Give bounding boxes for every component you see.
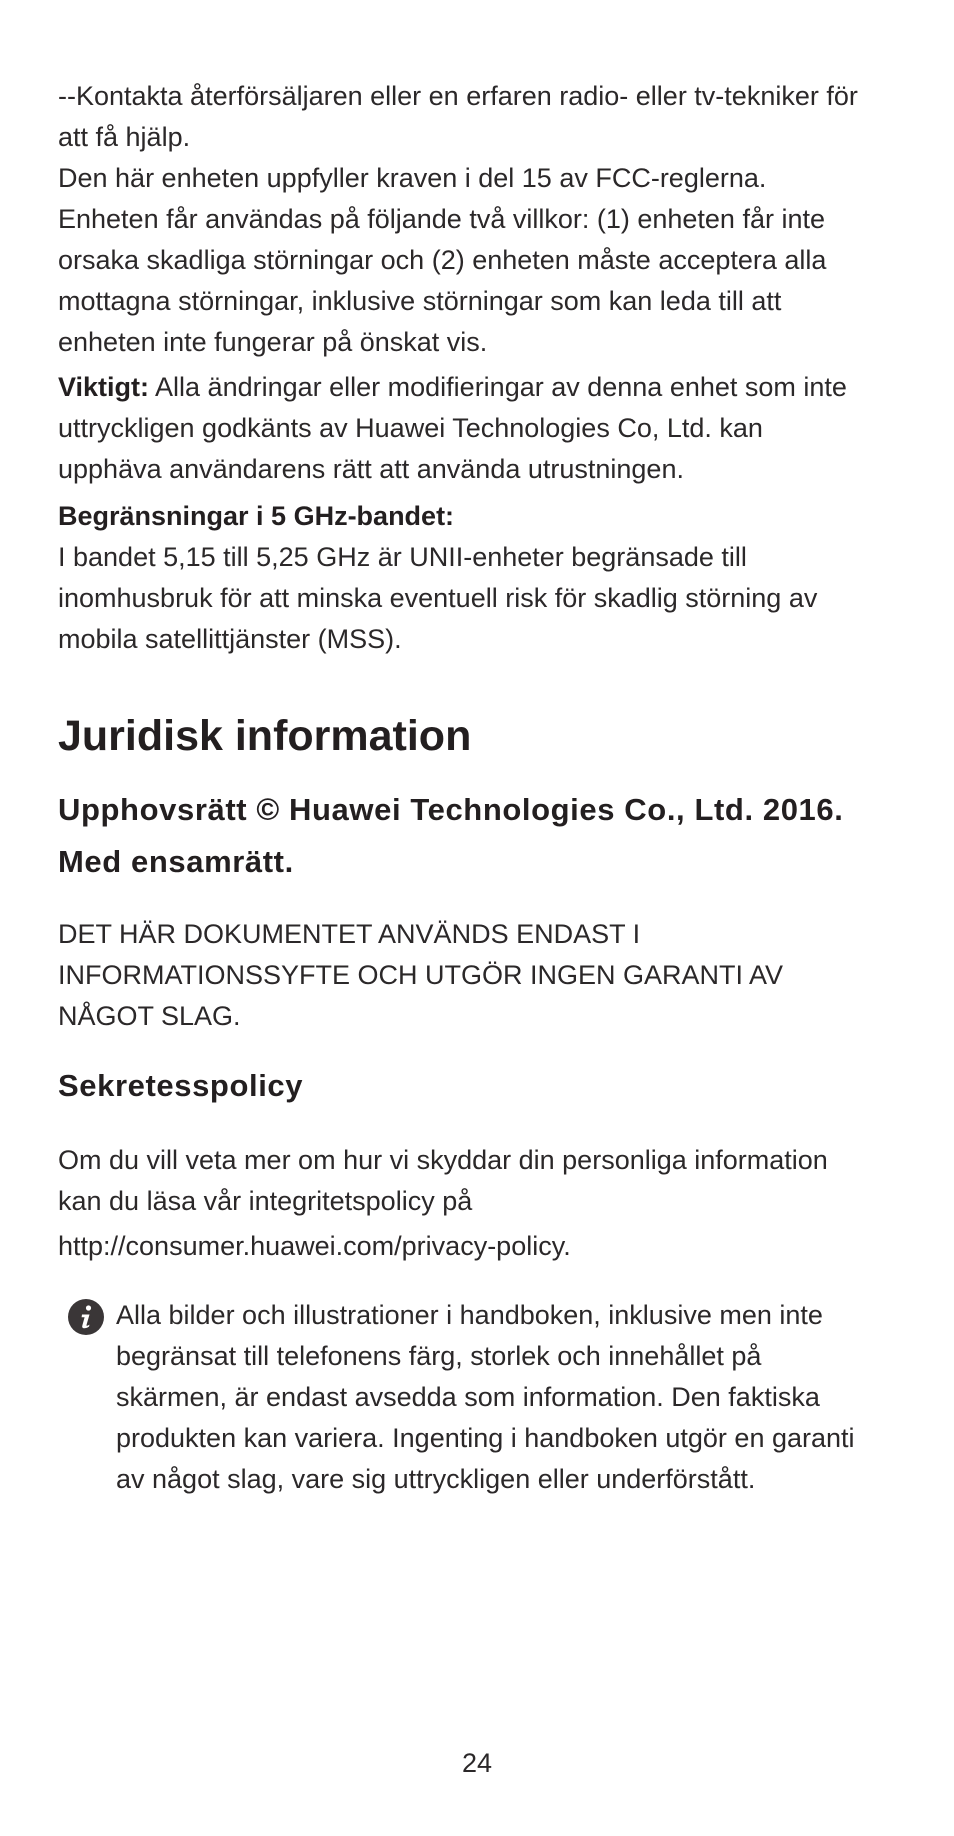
section-title: Juridisk information bbox=[58, 712, 472, 760]
copyright-heading: Upphovsrätt © Huawei Technologies Co., Ltd. 2016. Med ensamrätt. bbox=[58, 792, 844, 879]
important-text: Alla ändringar eller modifieringar av denna enhet som inte uttryckligen godkänts av Huawei Technologies Co, Ltd. kan upphäva användarens rätt att använda utrustningen. bbox=[58, 372, 847, 484]
fcc-paragraph: Den här enheten uppfyller kraven i del 15 av FCC-reglerna. Enheten får användas på följande två villkor: (1) enheten får inte orsaka skadliga störningar och (2) enheten måste acceptera alla mottagna störningar, inklusive störningar som kan leda till att enheten inte fungerar på önskat vis. bbox=[58, 163, 827, 357]
contact-paragraph: --Kontakta återförsäljaren eller en erfaren radio- eller tv-tekniker för att få hjälp. bbox=[58, 81, 858, 152]
privacy-paragraph: Om du vill veta mer om hur vi skyddar din personliga information kan du läsa vår integritetspolicy på bbox=[58, 1144, 828, 1216]
band-heading: Begränsningar i 5 GHz-bandet: bbox=[58, 501, 455, 531]
privacy-link[interactable]: http://consumer.huawei.com/privacy-policy. bbox=[58, 1230, 571, 1261]
disclaimer-paragraph: DET HÄR DOKUMENTET ANVÄNDS ENDAST I INFORMATIONSSYFTE OCH UTGÖR INGEN GARANTI AV NÅGOT SLAG. bbox=[58, 918, 784, 1031]
note-text: Alla bilder och illustrationer i handboken, inklusive men inte begränsat till telefonens färg, storlek och innehållet på skärmen, är endast avsedda som information. Den faktiska produkten kan variera. Ingenting i handboken utgör en garanti av något slag, vare sig uttryckligen eller underförstått. bbox=[116, 1299, 855, 1494]
band-paragraph: I bandet 5,15 till 5,25 GHz är UNII-enheter begränsade till inomhusbruk för att minska eventuell risk för skadlig störning av mobila satellittjänster (MSS). bbox=[58, 542, 818, 654]
info-icon bbox=[68, 1299, 104, 1335]
page-number: 24 bbox=[461, 1748, 493, 1778]
privacy-heading: Sekretesspolicy bbox=[58, 1067, 304, 1103]
page-content bbox=[58, 76, 868, 1500]
important-label: Viktigt: bbox=[58, 372, 150, 402]
note-block bbox=[58, 1295, 868, 1500]
important-paragraph bbox=[58, 367, 868, 490]
